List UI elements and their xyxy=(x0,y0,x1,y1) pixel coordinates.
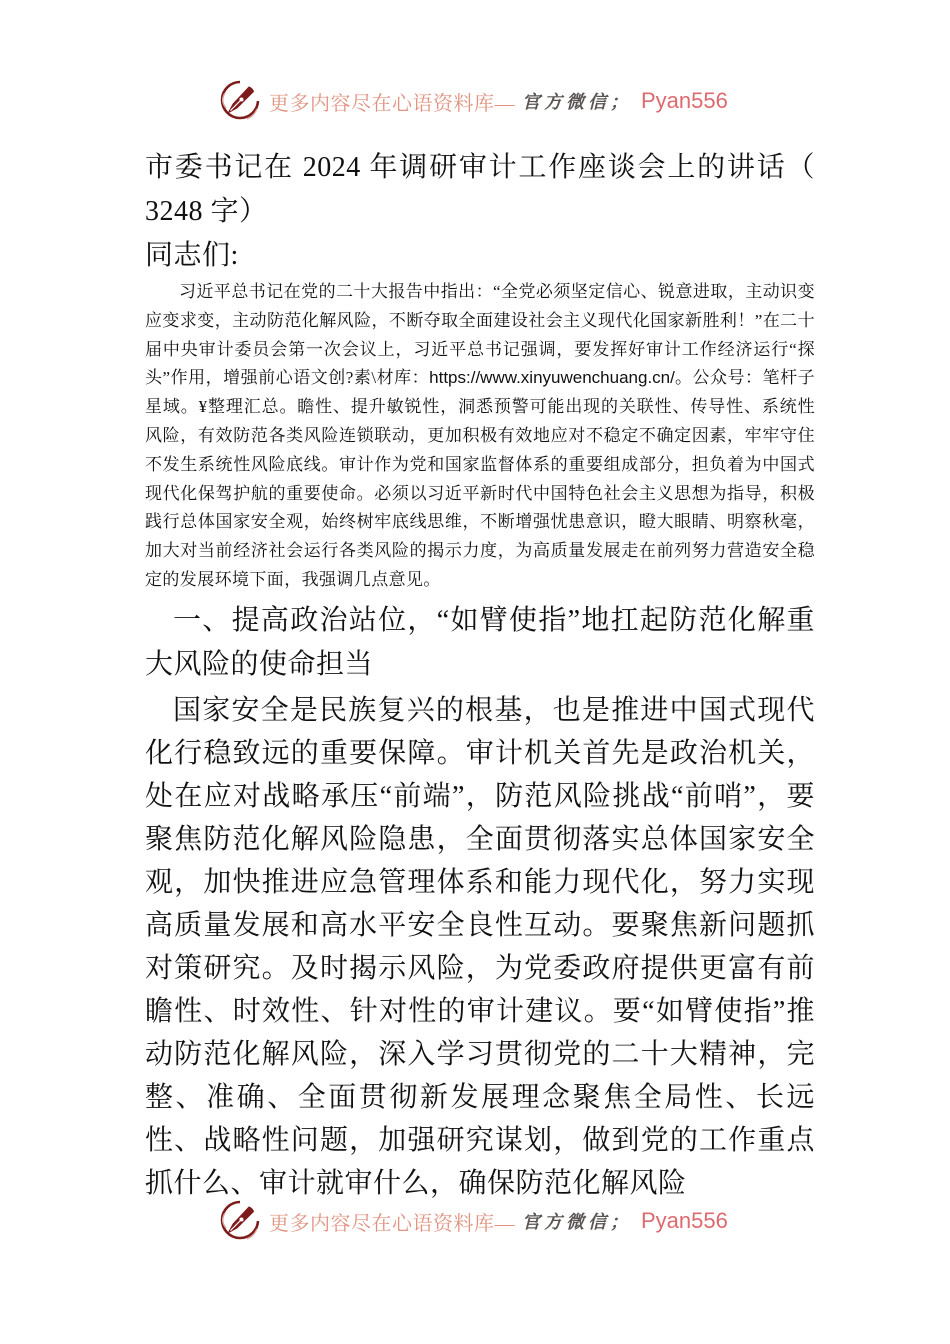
section-heading-1: 一、提高政治站位，“如臂使指”地扛起防范化解重大风险的使命担当 xyxy=(145,604,815,680)
brand-slogan-text: 更多内容尽在心语资料库— xyxy=(269,92,515,115)
intro-text-lead: 习近平总书记在党的二十大报告中指出：“全党必须坚定信心、锐意进取，主动识变应变求变，主动防范化解风险，不断夺取全面建设社会主义现代化国家新胜利！”在二十届中央审计委员会第一次会议上，习近平总书记强调，要发挥好审计工作经济运行“探头”作用，增强前心语文创?素\材库： xyxy=(145,282,815,388)
pen-nib-logo-icon xyxy=(218,1198,262,1244)
brand-wechat-label: 官方微信； xyxy=(522,1212,632,1232)
footer-brand xyxy=(218,1198,728,1244)
intro-paragraph xyxy=(145,278,815,595)
intro-text-rest: 。公众号：笔杆子星域。¥整理汇总。瞻性、提升敏锐性，洞悉预警可能出现的关联性、传导性、系统性风险，有效防范各类风险连锁联动，更加积极有效地应对不稳定不确定因素，牢牢守住不发生系统性风险底线。审计作为党和国家监督体系的重要组成部分，担负着为中国式现代化保驾护航的重要使命。必须以习近平新时代中国特色社会主义思想为指导，积极践行总体国家安全观，始终树牢底线思维，不断增强忧患意识，瞪大眼睛、明察秋毫，加大对当前经济社会运行各类风险的揭示力度，为高质量发展走在前列努力营造安全稳定的发展环境下面，我强调几点意见。 xyxy=(145,368,815,589)
header-brand xyxy=(218,78,728,124)
pen-nib-logo-icon xyxy=(218,78,262,124)
brand-wechat-label: 官方微信； xyxy=(522,92,632,112)
brand-wechat-id: Pyan556 xyxy=(641,1208,728,1233)
brand-wechat-id: Pyan556 xyxy=(641,88,728,113)
salutation: 同志们: xyxy=(145,240,239,271)
watermark-url-text: https://www.xinyuwenchuang.cn/ xyxy=(429,368,675,388)
document-content xyxy=(145,146,815,1205)
document-title: 市委书记在 2024 年调研审计工作座谈会上的讲话（ 3248 字） xyxy=(145,152,815,227)
body-paragraph: 国家安全是民族复兴的根基，也是推进中国式现代化行稳致远的重要保障。审计机关首先是政治机关，处在应对战略承压“前端”，防范风险挑战“前哨”，要聚焦防范化解风险隐患，全面贯彻落实总体国家安全观，加快推进应急管理体系和能力现代化，努力实现高质量发展和高水平安全良性互动。要聚焦新问题抓对策研究。及时揭示风险，为党委政府提供更富有前瞻性、时效性、针对性的审计建议。要“如臂使指”推动防范化解风险，深入学习贯彻党的二十大精神，完整、准确、全面贯彻新发展理念聚焦全局性、长远性、战略性问题，加强研究谋划，做到党的工作重点抓什么、审计就审什么，确保防范化解风险 xyxy=(145,694,815,1199)
brand-slogan-text: 更多内容尽在心语资料库— xyxy=(269,1212,515,1235)
